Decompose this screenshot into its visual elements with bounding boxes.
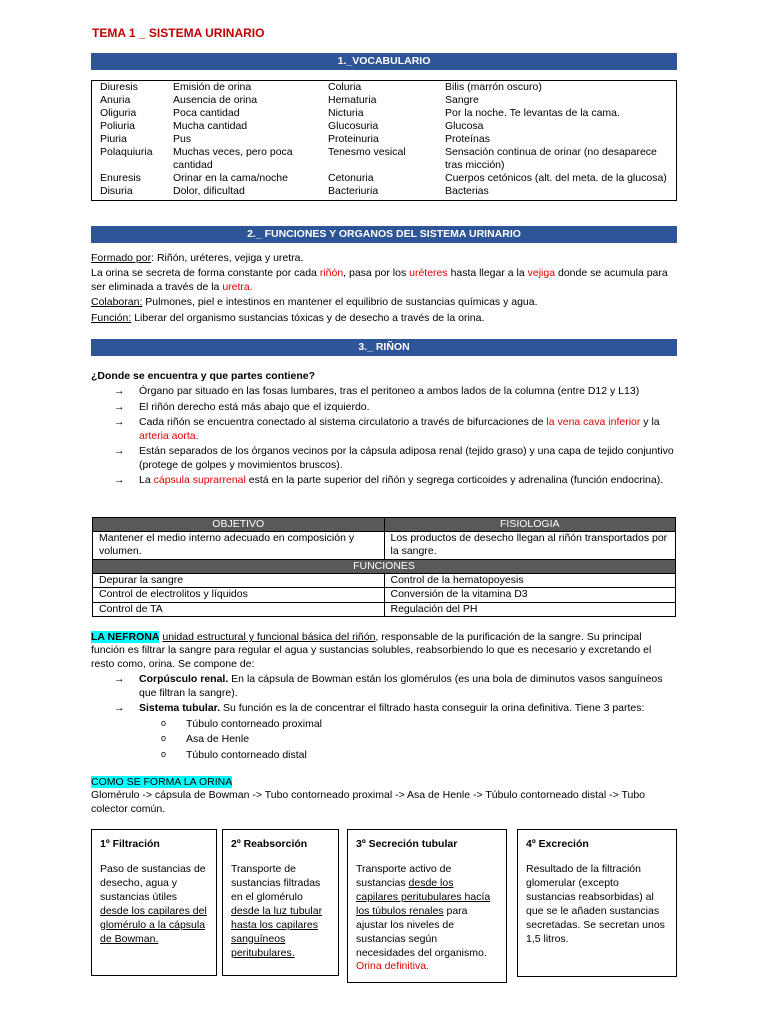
list-item-text: Órgano par situado en las fosas lumbares, tras el peritoneo a ambos lados de la columna (entre D12 y L13) <box>139 385 640 398</box>
arrow-icon: → <box>114 385 125 398</box>
nefrona-definition: unidad estructural y funcional básica del riñón <box>162 631 376 643</box>
vocab-term: Diuresis <box>100 81 138 93</box>
vocab-term: Coluria <box>328 81 362 93</box>
fisiologia-header: FISIOLOGIA <box>384 518 676 532</box>
list-item <box>91 749 677 762</box>
table-row <box>93 588 676 602</box>
objetivo-table <box>92 517 676 617</box>
formado-label: Formado por <box>91 252 152 264</box>
objetivo-header: OBJETIVO <box>93 518 385 532</box>
vocab-term: Piuria <box>100 133 127 145</box>
vocab-row <box>100 185 323 198</box>
orina-ureteres: uréteres <box>409 267 448 280</box>
step-body <box>356 863 498 974</box>
vocab-row <box>100 94 323 107</box>
funciones-header: FUNCIONES <box>93 559 676 573</box>
list-item <box>91 401 677 414</box>
vocab-term: Tenesmo vesical <box>328 146 406 158</box>
vocab-definition: Muchas veces, pero poca cantidad <box>173 146 293 172</box>
section-header-funciones: 2._ FUNCIONES Y ORGANOS DEL SISTEMA URINARIO <box>91 226 677 243</box>
list-item-text: está en la parte superior del riñón y segrega corticoides y adrenalina (función endocrina). <box>245 474 664 487</box>
vocab-definition: Poca cantidad <box>173 107 240 119</box>
orina-uretra: uretra. <box>222 280 253 293</box>
orina-text: , pasa por los <box>343 267 410 280</box>
vocab-term: Cetonuria <box>328 172 374 184</box>
circle-bullet-icon: o <box>161 717 167 728</box>
rinon-block <box>91 370 677 488</box>
vocab-definition: Bilis (marrón oscuro) <box>445 81 542 93</box>
step-card-secrecion <box>347 829 507 983</box>
list-item-text: Cada riñón se encuentra conectado al sistema circulatorio a través de bifurcaciones de <box>139 416 547 429</box>
step-text: Transporte activo de sustancias <box>356 863 452 890</box>
vocab-row <box>100 172 323 185</box>
vocab-definition: Sangre <box>445 94 479 106</box>
vocab-row <box>328 120 673 133</box>
vocab-term: Nicturia <box>328 107 364 119</box>
como-se-forma-label: COMO SE FORMA LA ORINA <box>91 776 233 788</box>
vocab-row <box>328 107 673 120</box>
section-header-rinon: 3._ RIÑON <box>91 339 677 356</box>
vocab-term: Disuria <box>100 185 133 197</box>
nefrona-paragraph <box>91 631 677 671</box>
vocab-row <box>100 146 303 173</box>
list-item-text: La <box>139 474 154 487</box>
sistema-tubular-label: Sistema tubular. <box>139 702 221 715</box>
como-se-forma-text: Glomérulo -> cápsula de Bowman -> Tubo contorneado proximal -> Asa de Henle -> Túbulo contorneado distal -> Tubo colector común. <box>91 789 646 815</box>
table-cell: Depurar la sangre <box>93 573 385 587</box>
vocab-term: Enuresis <box>100 172 141 184</box>
circle-bullet-icon: o <box>161 733 167 744</box>
section-header-vocabulario: 1._VOCABULARIO <box>91 53 677 70</box>
funcion-label: Función: <box>91 311 132 324</box>
vocab-row <box>100 107 323 120</box>
step-underlined-text: desde los capilares del glomérulo a la cápsula de Bowman. <box>100 905 207 945</box>
circle-bullet-icon: o <box>161 748 167 759</box>
funcion-paragraph <box>91 312 677 325</box>
vocab-definition: Orinar en la cama/noche <box>173 172 288 184</box>
vocab-row <box>100 81 323 94</box>
corpusculo-label: Corpúsculo renal. <box>139 673 229 686</box>
arrow-icon: → <box>114 416 125 429</box>
vocab-term: Hematuria <box>328 94 377 106</box>
vocab-term: Bacteriuria <box>328 185 379 197</box>
vocab-term: Oliguria <box>100 107 137 119</box>
list-item-text: y la <box>640 416 660 429</box>
step-card-reabsorcion <box>222 829 339 976</box>
vocab-term: Anuria <box>100 94 131 106</box>
formado-paragraph <box>91 252 677 265</box>
vocab-term: Glucosuria <box>328 120 379 132</box>
step-text: para ajustar los niveles de sustancias según necesidades del organismo. <box>356 905 487 959</box>
list-item <box>91 445 677 472</box>
list-item <box>91 733 677 746</box>
nefrona-list <box>91 673 677 715</box>
table-header-row <box>93 559 676 573</box>
list-item-text: El riñón derecho está más abajo que el izquierdo. <box>139 400 370 413</box>
vocab-definition: Por la noche. Te levantas de la cama. <box>445 107 620 119</box>
vocab-row <box>100 120 323 133</box>
vocab-definition: Bacterias <box>445 185 489 197</box>
table-cell: Regulación del PH <box>384 602 676 616</box>
step-title: 2º Reabsorción <box>231 838 308 850</box>
table-row <box>93 532 676 560</box>
vocab-row <box>328 146 673 173</box>
arrow-icon: → <box>114 702 125 715</box>
fisiologia-cell: Los productos de desecho llegan al riñón transportados por la sangre. <box>384 532 676 560</box>
colaboran-paragraph <box>91 296 677 309</box>
orina-rinon: riñón <box>319 267 344 280</box>
list-item <box>91 385 677 398</box>
como-se-forma-block <box>91 776 677 816</box>
vocab-row <box>328 172 673 185</box>
vocab-definition: Pus <box>173 133 192 145</box>
step-card-filtracion <box>91 829 217 976</box>
tubulo-parts-list <box>91 718 677 762</box>
rinon-question: ¿Donde se encuentra y que partes contiene? <box>91 370 316 382</box>
arrow-icon: → <box>114 400 125 413</box>
vocab-term: Poliuria <box>100 120 136 132</box>
vocab-definition: Emisión de orina <box>173 81 252 93</box>
vocab-row <box>328 133 673 146</box>
orina-text: hasta llegar a la <box>447 267 528 280</box>
nefrona-block <box>91 631 677 762</box>
arteria-aorta-text: arteria aorta. <box>139 429 199 442</box>
vocab-definition: Ausencia de orina <box>173 94 258 106</box>
step-underlined-text: desde los capilares peritubulares hacía los túbulos renales <box>356 877 491 918</box>
list-item <box>91 673 677 700</box>
list-item-text: Túbulo contorneado distal <box>186 748 307 761</box>
como-se-forma-heading <box>91 776 677 789</box>
table-row <box>93 573 676 587</box>
vocab-row <box>328 81 673 94</box>
nefrona-label: LA NEFRONA <box>91 631 160 643</box>
vocabulary-box <box>91 80 677 201</box>
formado-text: : Riñón, uréteres, vejiga y uretra. <box>151 252 304 264</box>
step-body: Resultado de la filtración glomerular (excepto sustancias reabsorbidas) al que se le añaden sustancias secretadas. Se secretan unos 1,5 litros. <box>526 863 665 945</box>
list-item-text: Asa de Henle <box>186 733 250 746</box>
orina-vejiga: vejiga <box>527 267 556 280</box>
table-row <box>93 602 676 616</box>
funciones-block <box>91 252 677 325</box>
vocab-row <box>328 185 673 198</box>
objetivo-cell: Mantener el medio interno adecuado en composición y volumen. <box>93 532 385 560</box>
arrow-icon: → <box>114 673 125 686</box>
rinon-list <box>91 385 677 487</box>
step-underlined-text: desde la luz tubular hasta los capilares sanguíneos peritubulares. <box>231 905 323 959</box>
list-item <box>91 702 677 715</box>
nefrona-text: , responsable de la purificación de la sangre. Su principal función es filtrar la sangre para regular el agua y sustancias solubles, reabsorbiendo lo que es necesario y excretando el resto como, orina. Se compone de: <box>91 631 652 670</box>
colaboran-label: Colaboran: <box>91 296 143 309</box>
table-header-row <box>93 518 676 532</box>
vocab-term: Polaquiuria <box>100 146 153 158</box>
step-title: 3º Secreción tubular <box>356 838 458 850</box>
step-title: 4º Excreción <box>526 838 589 850</box>
vocab-definition: Cuerpos cetónicos (alt. del meta. de la glucosa) <box>445 172 667 184</box>
capsula-suprarrenal-text: cápsula suprarrenal <box>153 474 246 487</box>
vocab-definition: Dolor, dificultad <box>173 185 245 197</box>
orina-definitiva-text: Orina definitiva. <box>356 960 429 973</box>
vocab-definition: Glucosa <box>445 120 484 132</box>
table-cell: Control de la hematopoyesis <box>384 573 676 587</box>
step-body <box>100 863 208 946</box>
orina-paragraph <box>91 267 677 294</box>
list-item-text: Túbulo contorneado proximal <box>186 717 322 730</box>
step-title: 1º Filtración <box>100 838 160 850</box>
colaboran-text: Pulmones, piel e intestinos en mantener el equilibrio de sustancias químicas y agua. <box>142 296 538 309</box>
orina-text: donde se acumula para ser eliminada a través de la <box>91 267 668 293</box>
arrow-icon: → <box>114 445 125 458</box>
list-item <box>91 416 677 443</box>
vocab-definition: Proteínas <box>445 133 490 145</box>
vocab-definition: Sensación continua de orinar (no desaparece tras micción) <box>445 146 657 172</box>
step-body <box>231 863 330 960</box>
step-text: Paso de sustancias de desecho, agua y sustancias útiles <box>100 863 206 904</box>
page-title: TEMA 1 _ SISTEMA URINARIO <box>92 26 265 40</box>
list-item <box>91 474 677 487</box>
table-cell: Control de TA <box>93 602 385 616</box>
vocab-row <box>328 94 673 107</box>
step-text: Transporte de sustancias filtradas en el glomérulo <box>231 863 321 904</box>
orina-text: La orina se secreta de forma constante por cada <box>91 267 320 280</box>
step-card-excrecion <box>517 829 677 977</box>
vocab-definition: Mucha cantidad <box>173 120 248 132</box>
arrow-icon: → <box>114 474 125 487</box>
vocab-row <box>100 133 323 146</box>
vocab-term: Proteinuria <box>328 133 379 145</box>
list-item-text: En la cápsula de Bowman están los glomérulos (es una bola de diminutos vasos sanguíneos que filtran la sangre). <box>139 673 663 699</box>
funcion-text: Liberar del organismo sustancias tóxicas y de desecho a través de la orina. <box>131 311 485 324</box>
table-cell: Conversión de la vitamina D3 <box>384 588 676 602</box>
list-item <box>91 718 677 731</box>
list-item-text: Su función es la de concentrar el filtrado hasta conseguir la orina definitiva. Tiene 3 partes: <box>220 702 645 715</box>
table-cell: Control de electrolitos y líquidos <box>93 588 385 602</box>
vena-cava-text: la vena cava inferior <box>546 416 641 429</box>
list-item-text: Están separados de los órganos vecinos por la cápsula adiposa renal (tejido graso) y una capa de tejido conjuntivo (protege de golpes y movimientos bruscos). <box>139 445 674 471</box>
